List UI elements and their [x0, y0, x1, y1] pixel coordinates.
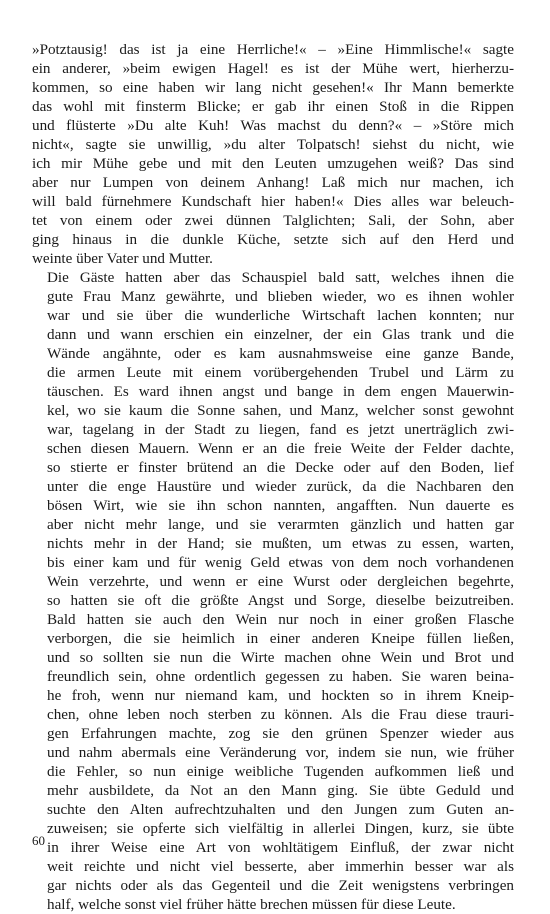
text-line: Wein verzehrte, und wenn er eine Wurst oder dergleichen begehrte, [47, 573, 514, 590]
text-line: nicht«, sagte sie unwillig, »du alter Tolpatsch! siehst du nicht, wie [32, 136, 514, 153]
text-line: so hatten sie oft die größte Angst und Sorge, dieselbe beizutreiben. [47, 592, 514, 609]
text-line: war und sie über die wunderliche Wirtschaft lachen konnten; nur [47, 307, 514, 324]
text-line: unter die enge Haustüre und wieder zurück, da die Nachbaren den [47, 478, 514, 495]
text-line: und nahm abermals eine Veränderung vor, indem sie nun, wie früher [47, 744, 514, 761]
text-line: aber nur Lumpen von deinem Anhang! Laß mich nur machen, ich [32, 174, 514, 191]
text-line: schen diesen Mauern. Wenn er an die freie Weite der Felder dachte, [47, 440, 514, 457]
text-line: half, welche sonst viel früher hätte brechen müssen für diese Leute. [47, 896, 456, 913]
text-line: täuschen. Es ward ihnen angst und bange in dem engen Mauerwin- [47, 383, 514, 400]
text-line: nichts mehr in der Hand; sie mußten, um etwas zu essen, warten, [47, 535, 514, 552]
text-line: ging hinaus in die dunkle Küche, setzte sich auf den Herd und [32, 231, 514, 248]
text-line: bis einer kam und für wenig Geld etwas von dem noch vorhandenen [47, 554, 514, 571]
page-number: 60 [32, 833, 45, 848]
text-line: die Fehler, so nun einige weibliche Tugenden aufkommen ließ und [47, 763, 514, 780]
text-line: ich mir Mühe gebe und mit den Leuten umzugehen weiß? Das sind [32, 155, 514, 172]
page-body [32, 40, 514, 914]
text-line: Die Gäste hatten aber das Schauspiel bald satt, welches ihnen die [47, 269, 514, 286]
text-line: und so sollten sie nun die Wirte machen ohne Wein und Brot und [47, 649, 514, 666]
text-line: »Potztausig! das ist ja eine Herrliche!« – »Eine Himmlische!« sagte [32, 41, 514, 58]
text-line: so stierte er finster brütend an die Decke oder auf den Boden, lief [47, 459, 514, 476]
text-line: die armen Leute mit einem vorübergehenden Trubel und Lärm zu [47, 364, 514, 381]
text-line: chen, ohne leben noch sterben zu können. Als die Frau diese trauri- [47, 706, 514, 723]
text-line: verborgen, die sie heimlich in einer anderen Kneipe füllen ließen, [47, 630, 514, 647]
paragraph [32, 40, 514, 268]
text-line: tet von einem oder zwei dünnen Talglichten; Sali, der Sohn, aber [32, 212, 514, 229]
text-line: Wände angähnte, oder es kam ausnahmsweise eine ganze Bande, [47, 345, 514, 362]
text-line: gute Frau Manz gewährte, und blieben wieder, wo es ihnen wohler [47, 288, 514, 305]
text-line: gar nichts oder als das Gegenteil und die Zeit wenigstens verbringen [47, 877, 514, 894]
text-line: will bald fürnehmere Kundschaft hier haben!« Dies alles war beleuch- [32, 193, 514, 210]
text-line: suchte den Alten aufrechtzuhalten und den Jungen zum Guten an- [47, 801, 514, 818]
text-line: kel, wo sie kaum die Sonne sahen, und Manz, welcher sonst gewohnt [47, 402, 514, 419]
text-line: war, tagelang in der Stadt zu liegen, fand es jetzt unerträglich zwi- [47, 421, 514, 438]
text-line: he froh, wenn nur niemand kam, und hockten so in ihrem Kneip- [47, 687, 514, 704]
text-line: freundlich sein, ohne ordentlich gegessen zu haben. Sie waren beina- [47, 668, 514, 685]
text-line: Bald hatten sie auch den Wein nur noch in einer großen Flasche [47, 611, 514, 628]
text-line: das wohl mit finsterm Blicke; er gab ihr einen Stoß in die Rippen [32, 98, 514, 115]
text-line: bösen Wirt, wie sie ihn schon nannten, angafften. Nun dauerte es [47, 497, 514, 514]
text-line: kommen, so eine haben wir lang nicht gesehen!« Ihr Mann bemerkte [32, 79, 514, 96]
text-line: aber nicht mehr lange, und sie verarmten gänzlich und hatten gar [47, 516, 514, 533]
text-line: und flüsterte »Du alte Kuh! Was machst du denn?« – »Störe mich [32, 117, 514, 134]
text-line: in ihrer Weise eine Art von wohltätigem Einfluß, der zwar nicht [47, 839, 514, 856]
paragraph [32, 268, 514, 914]
text-line: ein anderer, »beim ewigen Hagel! es ist der Mühe wert, hierherzu- [32, 60, 514, 77]
text-line: mehr ausbildete, da Not an den Mann ging. Sie übte Geduld und [47, 782, 514, 799]
text-line: zuweisen; sie opferte sich vielfältig in allerlei Dingen, kurz, sie übte [47, 820, 514, 837]
text-line: gen Erfahrungen machte, zog sie den grünen Spenzer wieder aus [47, 725, 514, 742]
text-line: weinte über Vater und Mutter. [32, 250, 213, 267]
text-line: dann und wann erschien ein einzelner, der ein Glas trank und die [47, 326, 514, 343]
text-line: weit reichte und nicht viel besserte, aber immerhin besser war als [47, 858, 514, 875]
